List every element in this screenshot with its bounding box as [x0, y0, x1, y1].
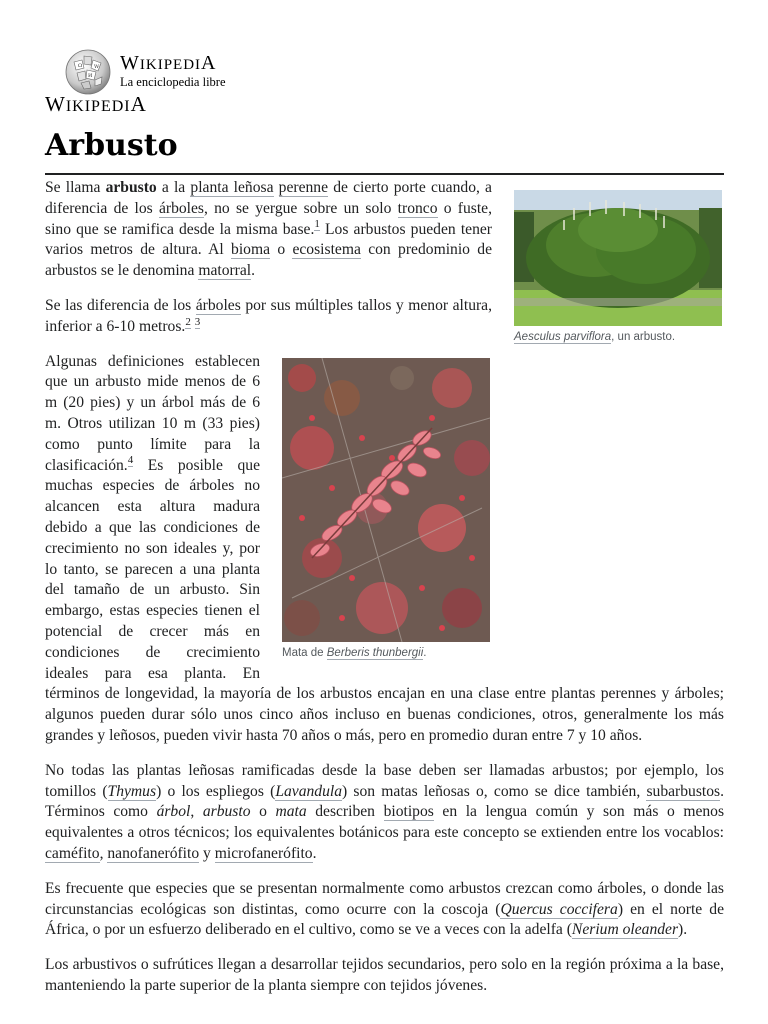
paragraph-4: No todas las plantas leñosas ramificadas desde la base deben ser llamadas arbustos; por ejemplo, los tomillos (Thymus) o los espliegos (Lavandula) son matas leñosas o, como se dice también, subarbustos. Términos como árbol, arbusto o mata describen biotipos en la lengua común y son más o menos equivalentes a otros técnicos; los equivalentes botánicos para este concepto se extienden entre los vocablos: caméfito, nanofanerófito y microfanerófito.: [45, 761, 725, 862]
caption-link-berberis[interactable]: Berberis thunbergii: [326, 646, 424, 659]
paragraph-6: Los arbustivos o sufrútices llegan a desarrollar tejidos secundarios, pero solo en la región próxima a la base, manteniendo la parte superior de la planta siempre con tejidos jóvenes.: [45, 956, 724, 994]
paragraph-5: Es frecuente que especies que se presentan normalmente como arbustos crezcan como árboles, o donde las circunstancias ecológicas son distintas, como ocurre con la coscoja (Quercus coccifera) en el norte de África, o por un esfuerzo deliberado en el cultivo, como se ve a veces con la adelfa (Nerium oleander).: [45, 879, 724, 939]
figure-aesculus: [514, 190, 724, 345]
link-nanofanerofito[interactable]: nanofanerófito: [107, 844, 200, 862]
paragraph-3: Algunas definiciones establecen que un arbusto mide menos de 6 m (20 pies) y un árbol más de 6 m. Otros utilizan 10 m (33 pies) como punto límite para la clasificación.$^4$ Es posible que muchas especies de árboles no alcancen esta altura madura debido a que las condiciones de crecimiento no son ideales y, por lo tanto, se parecen a una planta del tamaño de un arbusto. Sin embargo, estas especies tienen el potencial de crecer más en condiciones de crecimiento ideales para esa planta. En términos de longevidad, la mayoría de los arbustos encajan en una clase entre plantas perennes y árboles; algunos pueden durar sólo unos cinco años incluso en buenas condiciones, otros, generalmente los más grandes y leñosos, pueden vivir hasta 70 años o más, pero en promedio duran entre 7 y 10 años.: [45, 352, 724, 744]
link-ecosistema[interactable]: ecosistema: [292, 241, 361, 259]
link-nerium-oleander[interactable]: Nerium oleander: [571, 921, 679, 939]
brand-name[interactable]: WIKIPEDIA: [120, 52, 217, 74]
link-bioma[interactable]: bioma: [231, 241, 271, 259]
figure-berberis: [282, 358, 492, 661]
shrub-photo[interactable]: [514, 190, 722, 326]
link-subarbustos[interactable]: subarbustos: [646, 782, 721, 800]
link-camefito[interactable]: caméfito: [45, 844, 100, 862]
link-biotipos[interactable]: biotipos: [383, 803, 434, 821]
site-header: [45, 44, 345, 114]
title-divider: [45, 173, 724, 175]
figure-caption-aesculus: Aesculus parviflora, un arbusto.: [514, 331, 676, 343]
ref-link-4[interactable]: 4: [127, 454, 134, 467]
brand-tagline: La enciclopedia libre: [120, 75, 226, 89]
link-planta-lenosa[interactable]: planta leñosa: [190, 179, 274, 196]
caption-link-aesculus[interactable]: Aesculus parviflora: [514, 331, 612, 343]
link-quercus-coccifera[interactable]: Quercus coccifera: [500, 900, 618, 918]
ref-2: [185, 316, 191, 329]
wikipedia-globe-logo[interactable]: [64, 48, 112, 96]
figure-caption-berberis: Mata de Berberis thunbergii.: [282, 646, 427, 659]
link-arboles-2[interactable]: árboles: [195, 296, 241, 314]
ref-3: [195, 316, 201, 329]
paragraph-1: Se llama arbusto a la planta leñosa perenne de cierto porte cuando, a diferencia de los árboles, no se yergue sobre un solo tronco o fuste, sino que se ramifica desde la misma base.$^1$ Los arbustos pueden tener varios metros de altura. Al bioma o ecosistema con predominio de arbustos se le denomina matorral.: [45, 179, 492, 280]
ref-link-1[interactable]: 1: [314, 218, 320, 231]
svg-text:И: И: [88, 73, 93, 79]
link-thymus[interactable]: Thymus: [107, 782, 157, 800]
berberis-photo[interactable]: [282, 358, 490, 642]
link-arboles[interactable]: árboles: [158, 199, 204, 217]
link-microfanerofito[interactable]: microfanerófito: [214, 844, 313, 862]
svg-text:Ω: Ω: [78, 63, 83, 69]
link-lavandula[interactable]: Lavandula: [275, 782, 343, 800]
article-body: [45, 178, 724, 1011]
wikipedia-wordmark[interactable]: WIKIPEDIA: [45, 92, 147, 116]
link-matorral[interactable]: matorral: [198, 262, 252, 280]
svg-text:W: W: [94, 64, 100, 70]
link-tronco[interactable]: tronco: [397, 199, 438, 217]
link-perenne[interactable]: perenne: [278, 179, 329, 196]
ref-link-3[interactable]: 3: [194, 315, 201, 328]
paragraph-2: Se las diferencia de los árboles por sus múltiples tallos y menor altura, inferior a 6-10 metros.$^2$ $^3$: [45, 296, 493, 335]
page-title: Arbusto: [45, 128, 178, 163]
ref-link-2[interactable]: 2: [185, 315, 191, 328]
